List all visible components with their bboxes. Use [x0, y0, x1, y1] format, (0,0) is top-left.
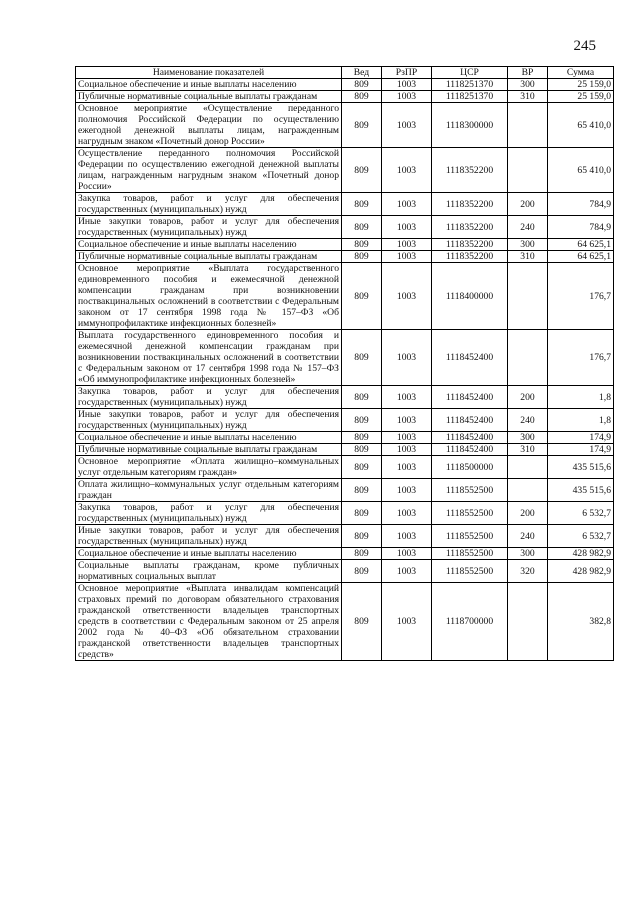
cell-name: Закупка товаров, работ и услуг для обеспечения государственных (муниципальных) нужд — [76, 193, 342, 216]
cell-sum: 1,8 — [548, 409, 614, 432]
table-row — [76, 444, 614, 456]
cell-vr: 240 — [508, 409, 548, 432]
table-row — [76, 91, 614, 103]
cell-csr: 1118452400 — [432, 386, 508, 409]
cell-csr: 1118452400 — [432, 409, 508, 432]
cell-csr: 1118400000 — [432, 263, 508, 330]
cell-ved: 809 — [342, 263, 382, 330]
cell-sum: 382,8 — [548, 583, 614, 661]
table-row — [76, 103, 614, 148]
cell-ved: 809 — [342, 386, 382, 409]
cell-rzpr: 1003 — [382, 583, 432, 661]
cell-vr — [508, 330, 548, 386]
cell-ved: 809 — [342, 525, 382, 548]
cell-vr: 310 — [508, 444, 548, 456]
header-row — [76, 67, 614, 79]
cell-rzpr: 1003 — [382, 502, 432, 525]
header-sum: Сумма — [548, 67, 614, 79]
cell-ved: 809 — [342, 148, 382, 193]
table-row — [76, 583, 614, 661]
cell-sum: 435 515,6 — [548, 479, 614, 502]
cell-rzpr: 1003 — [382, 239, 432, 251]
cell-vr: 200 — [508, 193, 548, 216]
table-row — [76, 148, 614, 193]
table-row — [76, 548, 614, 560]
cell-ved: 809 — [342, 583, 382, 661]
header-ved: Вед — [342, 67, 382, 79]
cell-rzpr: 1003 — [382, 148, 432, 193]
cell-name: Основное мероприятие «Оплата жилищно–коммунальных услуг отдельным категориям граждан» — [76, 456, 342, 479]
cell-rzpr: 1003 — [382, 251, 432, 263]
cell-csr: 1118352200 — [432, 251, 508, 263]
cell-ved: 809 — [342, 251, 382, 263]
cell-name: Публичные нормативные социальные выплаты гражданам — [76, 444, 342, 456]
cell-sum: 6 532,7 — [548, 502, 614, 525]
cell-ved: 809 — [342, 479, 382, 502]
cell-vr: 300 — [508, 239, 548, 251]
cell-name: Социальное обеспечение и иные выплаты населению — [76, 79, 342, 91]
table-row — [76, 456, 614, 479]
cell-vr: 300 — [508, 432, 548, 444]
cell-name: Основное мероприятие «Выплата инвалидам компенсаций страховых премий по договорам обязательного страхования гражданской ответственности владельцев транспортных средств в соответствии с Федеральным законом от 25 апреля 2002 года № 40–ФЗ «Об обязательном страховании гражданской ответственности владельцев транспортных средств» — [76, 583, 342, 661]
table-row — [76, 79, 614, 91]
cell-vr: 300 — [508, 548, 548, 560]
cell-sum: 25 159,0 — [548, 91, 614, 103]
cell-rzpr: 1003 — [382, 216, 432, 239]
cell-sum: 176,7 — [548, 263, 614, 330]
cell-csr: 1118352200 — [432, 193, 508, 216]
cell-ved: 809 — [342, 330, 382, 386]
cell-rzpr: 1003 — [382, 103, 432, 148]
table-row — [76, 560, 614, 583]
cell-vr — [508, 456, 548, 479]
cell-csr: 1118552500 — [432, 548, 508, 560]
table-row — [76, 239, 614, 251]
cell-rzpr: 1003 — [382, 432, 432, 444]
cell-rzpr: 1003 — [382, 79, 432, 91]
cell-sum: 435 515,6 — [548, 456, 614, 479]
table-row — [76, 251, 614, 263]
cell-ved: 809 — [342, 560, 382, 583]
header-name: Наименование показателей — [76, 67, 342, 79]
cell-name: Социальные выплаты гражданам, кроме публичных нормативных социальных выплат — [76, 560, 342, 583]
cell-name: Иные закупки товаров, работ и услуг для обеспечения государственных (муниципальных) нужд — [76, 525, 342, 548]
cell-vr — [508, 263, 548, 330]
cell-vr: 200 — [508, 386, 548, 409]
cell-ved: 809 — [342, 103, 382, 148]
cell-csr: 1118300000 — [432, 103, 508, 148]
cell-vr: 310 — [508, 91, 548, 103]
cell-ved: 809 — [342, 432, 382, 444]
cell-sum: 784,9 — [548, 193, 614, 216]
cell-name: Публичные нормативные социальные выплаты гражданам — [76, 91, 342, 103]
table-row — [76, 409, 614, 432]
cell-rzpr: 1003 — [382, 560, 432, 583]
cell-rzpr: 1003 — [382, 386, 432, 409]
cell-rzpr: 1003 — [382, 479, 432, 502]
cell-name: Оплата жилищно–коммунальных услуг отдельным категориям граждан — [76, 479, 342, 502]
cell-vr: 240 — [508, 525, 548, 548]
cell-vr: 310 — [508, 251, 548, 263]
table-row — [76, 502, 614, 525]
cell-name: Иные закупки товаров, работ и услуг для обеспечения государственных (муниципальных) нужд — [76, 409, 342, 432]
cell-name: Выплата государственного единовременного пособия и ежемесячной денежной компенсации гражданам при возникновении поствакцинальных осложнений в соответствии с Федеральным законом от 17 сентября 1998 года № 157–ФЗ «Об иммунопрофилактике инфекционных болезней» — [76, 330, 342, 386]
cell-csr: 1118452400 — [432, 444, 508, 456]
table-row — [76, 193, 614, 216]
cell-rzpr: 1003 — [382, 525, 432, 548]
table-row — [76, 432, 614, 444]
table-row — [76, 263, 614, 330]
cell-ved: 809 — [342, 502, 382, 525]
cell-rzpr: 1003 — [382, 263, 432, 330]
cell-ved: 809 — [342, 216, 382, 239]
cell-ved: 809 — [342, 444, 382, 456]
cell-name: Социальное обеспечение и иные выплаты населению — [76, 432, 342, 444]
cell-csr: 1118500000 — [432, 456, 508, 479]
page-number: 245 — [573, 38, 596, 54]
cell-sum: 174,9 — [548, 432, 614, 444]
cell-vr: 240 — [508, 216, 548, 239]
cell-name: Социальное обеспечение и иные выплаты населению — [76, 548, 342, 560]
cell-csr: 1118552500 — [432, 479, 508, 502]
table-row — [76, 479, 614, 502]
cell-vr — [508, 103, 548, 148]
cell-rzpr: 1003 — [382, 91, 432, 103]
cell-rzpr: 1003 — [382, 548, 432, 560]
header-vr: ВР — [508, 67, 548, 79]
cell-csr: 1118552500 — [432, 525, 508, 548]
cell-rzpr: 1003 — [382, 330, 432, 386]
cell-ved: 809 — [342, 79, 382, 91]
cell-vr: 200 — [508, 502, 548, 525]
cell-name: Основное мероприятие «Выплата государственного единовременного пособия и ежемесячной денежной компенсации гражданам при возникновении поствакцинальных осложнений в соответствии с Федеральным законом от 17 сентября 1998 года № 157–ФЗ «Об иммунопрофилактике инфекционных болезней» — [76, 263, 342, 330]
cell-csr: 1118552500 — [432, 560, 508, 583]
cell-name: Основное мероприятие «Осуществление переданного полномочия Российской Федерации по осуществлению ежегодной денежной выплаты лицам, награжденным нагрудным знаком «Почетный донор России» — [76, 103, 342, 148]
cell-name: Публичные нормативные социальные выплаты гражданам — [76, 251, 342, 263]
table-row — [76, 386, 614, 409]
cell-sum: 65 410,0 — [548, 148, 614, 193]
cell-rzpr: 1003 — [382, 193, 432, 216]
cell-ved: 809 — [342, 193, 382, 216]
cell-csr: 1118452400 — [432, 432, 508, 444]
cell-rzpr: 1003 — [382, 409, 432, 432]
cell-vr — [508, 583, 548, 661]
cell-sum: 428 982,9 — [548, 548, 614, 560]
cell-rzpr: 1003 — [382, 444, 432, 456]
cell-vr — [508, 148, 548, 193]
cell-sum: 1,8 — [548, 386, 614, 409]
cell-sum: 784,9 — [548, 216, 614, 239]
cell-ved: 809 — [342, 548, 382, 560]
cell-name: Иные закупки товаров, работ и услуг для обеспечения государственных (муниципальных) нужд — [76, 216, 342, 239]
cell-ved: 809 — [342, 91, 382, 103]
cell-name: Осуществление переданного полномочия Российской Федерации по осуществлению ежегодной денежной выплаты лицам, награжденным нагрудным знаком «Почетный донор России» — [76, 148, 342, 193]
cell-csr: 1118352200 — [432, 216, 508, 239]
cell-sum: 176,7 — [548, 330, 614, 386]
table-row — [76, 216, 614, 239]
cell-ved: 809 — [342, 456, 382, 479]
cell-sum: 6 532,7 — [548, 525, 614, 548]
header-csr: ЦСР — [432, 67, 508, 79]
cell-sum: 428 982,9 — [548, 560, 614, 583]
table-row — [76, 525, 614, 548]
header-rzpr: РзПР — [382, 67, 432, 79]
cell-sum: 174,9 — [548, 444, 614, 456]
cell-csr: 1118251370 — [432, 91, 508, 103]
cell-csr: 1118352200 — [432, 239, 508, 251]
cell-ved: 809 — [342, 409, 382, 432]
cell-sum: 25 159,0 — [548, 79, 614, 91]
table-row — [76, 330, 614, 386]
table-body — [76, 79, 614, 661]
budget-table — [75, 66, 614, 661]
cell-csr: 1118700000 — [432, 583, 508, 661]
cell-name: Закупка товаров, работ и услуг для обеспечения государственных (муниципальных) нужд — [76, 502, 342, 525]
cell-name: Социальное обеспечение и иные выплаты населению — [76, 239, 342, 251]
cell-vr — [508, 479, 548, 502]
cell-sum: 65 410,0 — [548, 103, 614, 148]
cell-csr: 1118352200 — [432, 148, 508, 193]
cell-ved: 809 — [342, 239, 382, 251]
cell-sum: 64 625,1 — [548, 239, 614, 251]
cell-csr: 1118552500 — [432, 502, 508, 525]
cell-name: Закупка товаров, работ и услуг для обеспечения государственных (муниципальных) нужд — [76, 386, 342, 409]
cell-sum: 64 625,1 — [548, 251, 614, 263]
cell-vr: 320 — [508, 560, 548, 583]
cell-csr: 1118251370 — [432, 79, 508, 91]
cell-vr: 300 — [508, 79, 548, 91]
cell-rzpr: 1003 — [382, 456, 432, 479]
cell-csr: 1118452400 — [432, 330, 508, 386]
table-header — [76, 67, 614, 79]
